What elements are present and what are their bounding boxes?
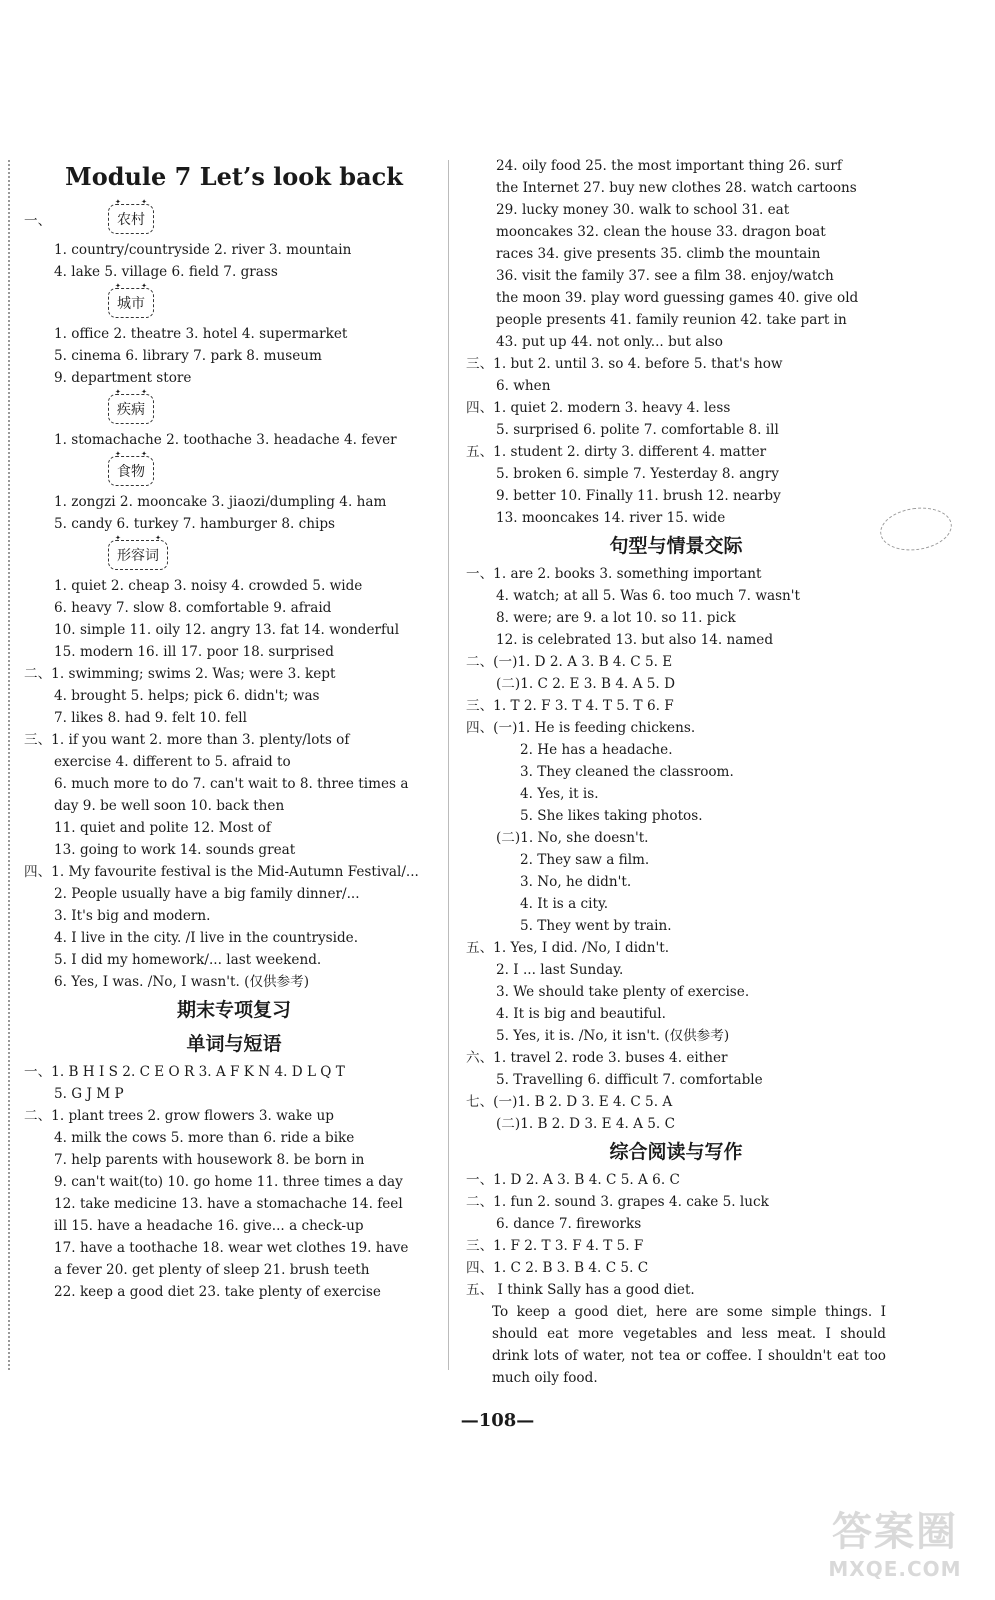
answer-line: 11. quiet and polite 12. Most of bbox=[54, 820, 271, 836]
watermark-text: 答案圈 bbox=[832, 1508, 958, 1555]
answer-line: 二、1. swimming; swims 2. Was; were 3. kept bbox=[24, 666, 336, 682]
margin-stamp bbox=[877, 503, 954, 555]
answer-line: 6. Yes, I was. /No, I wasn't. (仅供参考) bbox=[54, 974, 310, 990]
answer-line: 三、1. T 2. F 3. T 4. T 5. T 6. F bbox=[466, 698, 674, 714]
answer-line: 四、1. C 2. B 3. B 4. C 5. C bbox=[466, 1260, 649, 1276]
answer-line: 15. modern 16. ill 17. poor 18. surprised bbox=[54, 644, 334, 660]
category-label: ✦ 形容词 ✦ bbox=[108, 540, 168, 570]
answer-line: 6. much more to do 7. can't wait to 8. three times a bbox=[54, 776, 409, 792]
section-number: 一、 bbox=[24, 213, 52, 229]
module-title: Module 7 Let’s look back bbox=[65, 162, 403, 191]
answer-line: 三、1. but 2. until 3. so 4. before 5. that's how bbox=[466, 356, 783, 372]
category-label: ✦ 疾病 ✦ bbox=[108, 394, 154, 424]
section-heading: 期末专项复习 bbox=[176, 999, 291, 1021]
category-heading bbox=[24, 283, 444, 323]
answer-line: 四、(一)1. He is feeding chickens. bbox=[466, 720, 696, 736]
answer-line: 13. mooncakes 14. river 15. wide bbox=[496, 510, 726, 526]
answer-line: (二)1. No, she doesn't. bbox=[496, 830, 649, 846]
answer-line: 4. milk the cows 5. more than 6. ride a bike bbox=[54, 1130, 355, 1146]
answer-line: 17. have a toothache 18. wear wet clothes 19. have bbox=[54, 1240, 409, 1256]
answer-line: exercise 4. different to 5. afraid to bbox=[54, 754, 291, 770]
answer-line: 三、1. if you want 2. more than 3. plenty/lots of bbox=[24, 732, 350, 748]
answer-line: 六、1. travel 2. rode 3. buses 4. either bbox=[466, 1050, 728, 1066]
answer-line: 一、1. B H I S 2. C E O R 3. A F K N 4. D L Q T bbox=[24, 1064, 345, 1080]
answer-line: 24. oily food 25. the most important thing 26. surf bbox=[496, 158, 842, 174]
answer-line: ill 15. have a headache 16. give... a check-up bbox=[54, 1218, 364, 1234]
answer-line: 5. I did my homework/... last weekend. bbox=[54, 952, 322, 968]
answer-line: 36. visit the family 37. see a film 38. enjoy/watch bbox=[496, 268, 834, 284]
answer-line: 一、1. are 2. books 3. something important bbox=[466, 566, 762, 582]
answer-line: 5. Yes, it is. /No, it isn't. (仅供参考) bbox=[496, 1028, 730, 1044]
answer-line: 二、(一)1. D 2. A 3. B 4. C 5. E bbox=[466, 654, 673, 670]
answer-line: 3. They cleaned the classroom. bbox=[520, 764, 734, 780]
answer-line: 1. country/countryside 2. river 3. mountain bbox=[54, 242, 352, 258]
answer-line: 四、1. My favourite festival is the Mid-Autumn Festival/... bbox=[24, 864, 419, 880]
answer-line: 7. likes 8. had 9. felt 10. fell bbox=[54, 710, 247, 726]
answer-line: 5. surprised 6. polite 7. comfortable 8. ill bbox=[496, 422, 779, 438]
answer-line: 五、1. student 2. dirty 3. different 4. matter bbox=[466, 444, 767, 460]
page-number: —108— bbox=[460, 1410, 535, 1431]
answer-line: 5. Travelling 6. difficult 7. comfortable bbox=[496, 1072, 763, 1088]
answer-line: 五、 I think Sally has a good diet. bbox=[466, 1282, 695, 1298]
answer-line: 6. when bbox=[496, 378, 551, 394]
answer-line: 一、1. D 2. A 3. B 4. C 5. A 6. C bbox=[466, 1172, 680, 1188]
answer-line: 1. office 2. theatre 3. hotel 4. supermarket bbox=[54, 326, 348, 342]
answer-line: 5. candy 6. turkey 7. hamburger 8. chips bbox=[54, 516, 336, 532]
answer-line: 10. simple 11. oily 12. angry 13. fat 14. wonderful bbox=[54, 622, 400, 638]
answer-line: 9. better 10. Finally 11. brush 12. nearby bbox=[496, 488, 781, 504]
answer-line: 12. is celebrated 13. but also 14. named bbox=[496, 632, 774, 648]
answer-line: 7. help parents with housework 8. be born in bbox=[54, 1152, 365, 1168]
answer-line: 4. It is big and beautiful. bbox=[496, 1006, 666, 1022]
watermark-logo bbox=[810, 1490, 980, 1590]
section-heading: 单词与短语 bbox=[186, 1033, 282, 1055]
answer-line: (二)1. C 2. E 3. B 4. A 5. D bbox=[496, 676, 675, 692]
answer-line: 2. I ... last Sunday. bbox=[496, 962, 624, 978]
answer-line: 6. dance 7. fireworks bbox=[496, 1216, 642, 1232]
category-heading bbox=[24, 389, 444, 429]
category-heading bbox=[24, 199, 444, 239]
answer-line: 3. It's big and modern. bbox=[54, 908, 211, 924]
left-column bbox=[24, 155, 444, 1303]
answer-line: 5. broken 6. simple 7. Yesterday 8. angry bbox=[496, 466, 779, 482]
section-heading: 句型与情景交际 bbox=[609, 535, 743, 557]
answer-line: 4. It is a city. bbox=[520, 896, 609, 912]
answer-line: 5. They went by train. bbox=[520, 918, 672, 934]
category-heading bbox=[24, 535, 444, 575]
watermark-url: MXQE.COM bbox=[828, 1556, 962, 1581]
section-heading: 综合阅读与写作 bbox=[609, 1141, 743, 1163]
answer-line: 4. lake 5. village 6. field 7. grass bbox=[54, 264, 278, 280]
answer-line: 五、1. Yes, I did. /No, I didn't. bbox=[466, 940, 670, 956]
answer-line: 4. I live in the city. /I live in the countryside. bbox=[54, 930, 359, 946]
answer-line: the moon 39. play word guessing games 40. give old bbox=[496, 290, 859, 306]
answer-line: 5. G J M P bbox=[54, 1086, 124, 1102]
answer-line: 9. department store bbox=[54, 370, 192, 386]
category-label: ✦ 食物 ✦ bbox=[108, 456, 154, 486]
answer-line: 2. He has a headache. bbox=[520, 742, 673, 758]
answer-line: 2. They saw a film. bbox=[520, 852, 650, 868]
answer-line: people presents 41. family reunion 42. take part in bbox=[496, 312, 847, 328]
answer-line: 5. cinema 6. library 7. park 8. museum bbox=[54, 348, 322, 364]
answer-line: 6. heavy 7. slow 8. comfortable 9. afraid bbox=[54, 600, 332, 616]
answer-line: 12. take medicine 13. have a stomachache 14. feel bbox=[54, 1196, 403, 1212]
answer-line: 8. were; are 9. a lot 10. so 11. pick bbox=[496, 610, 736, 626]
answer-line: 四、1. quiet 2. modern 3. heavy 4. less bbox=[466, 400, 731, 416]
answer-line: 29. lucky money 30. walk to school 31. eat bbox=[496, 202, 790, 218]
binding-edge bbox=[8, 160, 10, 1370]
answer-line: 4. Yes, it is. bbox=[520, 786, 599, 802]
answer-line: the Internet 27. buy new clothes 28. watch cartoons bbox=[496, 180, 857, 196]
answer-line: 9. can't wait(to) 10. go home 11. three times a day bbox=[54, 1174, 403, 1190]
writing-paragraph: To keep a good diet, here are some simple things. I should eat more vegetables and less meat. I should drink lots of water, not tea or coffee. I shouldn't eat too much oily food. bbox=[492, 1304, 886, 1386]
column-divider bbox=[448, 160, 449, 1370]
answer-line: races 34. give presents 35. climb the mountain bbox=[496, 246, 821, 262]
answer-line: 3. No, he didn't. bbox=[520, 874, 632, 890]
answer-line: 43. put up 44. not only... but also bbox=[496, 334, 723, 350]
category-label: ✦ 农村 ✦ bbox=[108, 204, 154, 234]
answer-line: 5. She likes taking photos. bbox=[520, 808, 703, 824]
answer-line: 4. watch; at all 5. Was 6. too much 7. wasn't bbox=[496, 588, 800, 604]
answer-line: a fever 20. get plenty of sleep 21. brush teeth bbox=[54, 1262, 370, 1278]
answer-line: 13. going to work 14. sounds great bbox=[54, 842, 296, 858]
answer-line: 4. brought 5. helps; pick 6. didn't; was bbox=[54, 688, 320, 704]
answer-line: 1. zongzi 2. mooncake 3. jiaozi/dumpling 4. ham bbox=[54, 494, 387, 510]
answer-line: 三、1. F 2. T 3. F 4. T 5. F bbox=[466, 1238, 644, 1254]
category-label: ✦ 城市 ✦ bbox=[108, 288, 154, 318]
answer-line: 二、1. plant trees 2. grow flowers 3. wake up bbox=[24, 1108, 334, 1124]
answer-line: 1. stomachache 2. toothache 3. headache 4. fever bbox=[54, 432, 397, 448]
answer-line: (二)1. B 2. D 3. E 4. A 5. C bbox=[496, 1116, 675, 1132]
answer-line: mooncakes 32. clean the house 33. dragon boat bbox=[496, 224, 826, 240]
answer-line: 22. keep a good diet 23. take plenty of exercise bbox=[54, 1284, 381, 1300]
category-heading bbox=[24, 451, 444, 491]
answer-line: day 9. be well soon 10. back then bbox=[54, 798, 285, 814]
answer-line: 七、(一)1. B 2. D 3. E 4. C 5. A bbox=[466, 1094, 673, 1110]
answer-line: 3. We should take plenty of exercise. bbox=[496, 984, 750, 1000]
answer-line: 2. People usually have a big family dinner/... bbox=[54, 886, 360, 902]
answer-line: 二、1. fun 2. sound 3. grapes 4. cake 5. luck bbox=[466, 1194, 769, 1210]
answer-line: 1. quiet 2. cheap 3. noisy 4. crowded 5. wide bbox=[54, 578, 363, 594]
right-column bbox=[466, 155, 886, 1389]
